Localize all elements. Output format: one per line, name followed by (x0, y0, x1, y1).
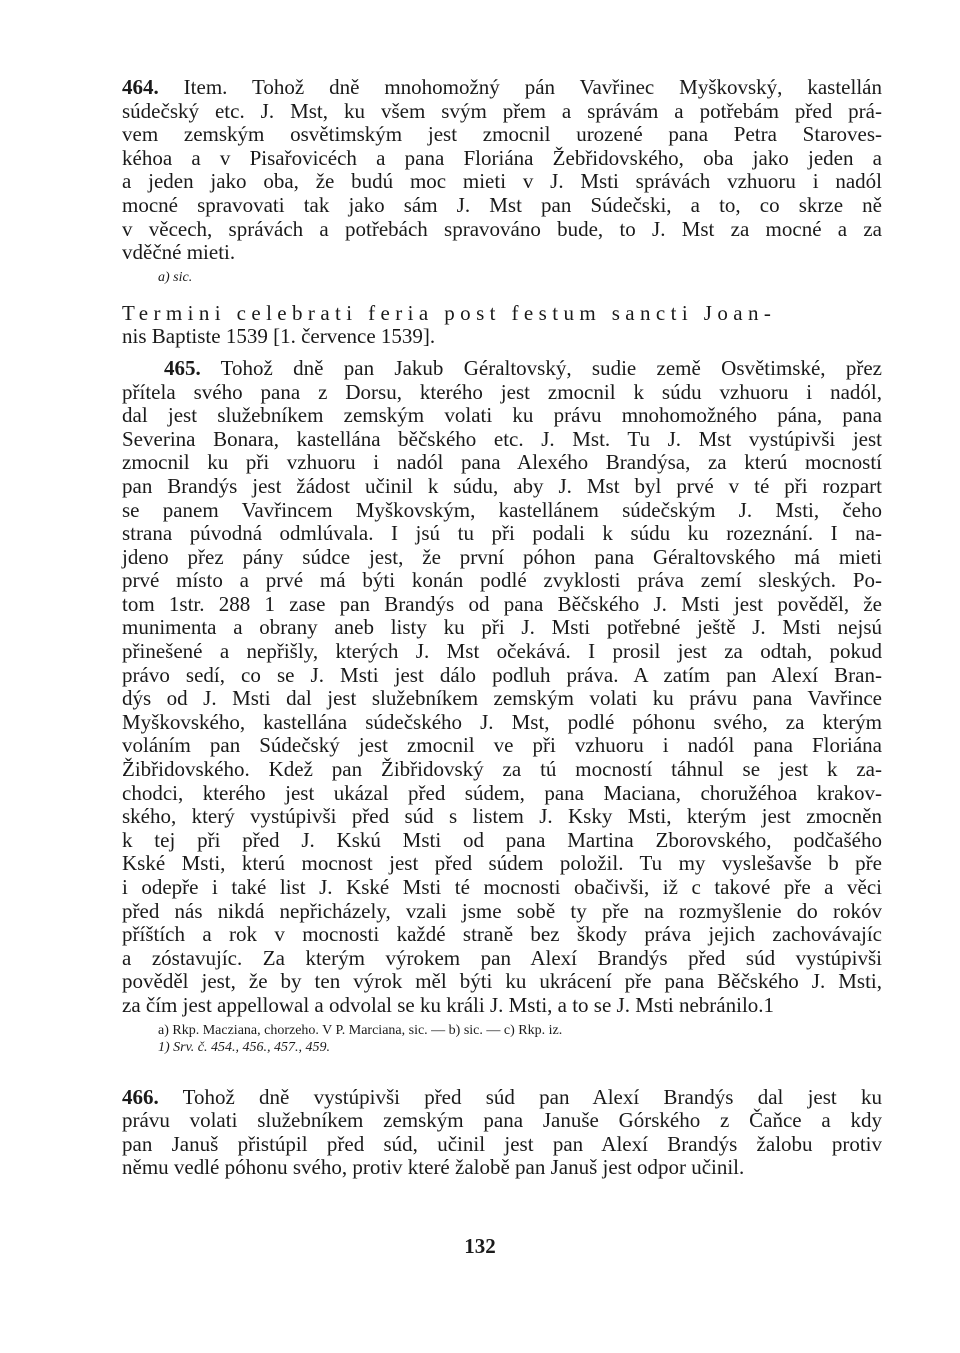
text-line: súdečský etc. J. Mst, ku všem svým přem a správám a potřebám před prá- (122, 98, 882, 123)
text-line: chodci, kterého jest ukázal před súdem, pana Maciana, choružéhoa krakov- (122, 780, 882, 805)
text-line: zmocnil ku při vzhuoru i nadól pana Alexého Brandýsa, za kterú mocností (122, 450, 882, 475)
text-line: Item. Tohož dně mnohomožný pán Vavřinec Myškovský, kastellán (158, 75, 882, 99)
heading-line: Termini celebrati feria post festum sancti Joan- (122, 300, 777, 325)
text-line: Kské Msti, kterú mocnost jest před súdem položil. Tu my vyslešavše b pře (122, 851, 882, 876)
text-line: pověděl jest, že by ten výrok měl býti ku ukrácení pře pana Běčského J. Msti, (122, 969, 882, 994)
text-line: příštích a rok v mocnosti každé straně bez škody práva jejich zachovávajíc (122, 922, 882, 947)
text-line: před nás nikdá nepřicházely, vzali jsme sobě ty pře na rozmyšlenie do rokóv (122, 898, 882, 923)
page-body (122, 76, 882, 1180)
text-line: Tohož dně pan Jakub Géraltovský, sudie země Osvětimské, přez (200, 355, 882, 380)
text-line: dal jest služebníkem zemským volati ku právu mnohomožného pána, pana (122, 403, 882, 428)
footnotes (122, 269, 882, 286)
text-line: strana púvodná odmlúvala. I jsú tu při podali k súdu ku rozeznání. I na- (122, 521, 882, 546)
entry-466 (122, 1086, 882, 1180)
text-line: vděčné mieti. (122, 240, 236, 265)
entry-464 (122, 76, 882, 265)
footnote: a) sic. (158, 269, 193, 285)
text-line: přinešené a nepřišly, kterých J. Mst očekává. I prosil jest za odtah, pokud (122, 639, 882, 664)
footnote: 1) Srv. č. 454., 456., 457., 459. (158, 1039, 330, 1055)
text-line: tom 1str. 288 1 zase pan Brandýs od pana Běčského J. Msti jest pověděl, že (122, 591, 882, 616)
footnote: a) Rkp. Macziana, chorzeho. V P. Marciana, sic. — b) sic. — c) Rkp. iz. (158, 1022, 563, 1038)
text-line: právu volati služebníkem zemským pana Januše Górského z Čaňce a kdy (122, 1108, 882, 1133)
text-line: právo sedí, co se J. Msti jest dálo podluh práva. A zatím pan Alexí Bran- (122, 662, 882, 687)
text-line: němu vedlé póhonu svého, protiv které žalobě pan Januš jest odpor učinil. (122, 1155, 745, 1180)
text-line: k tej při před J. Kskú Msti od pana Martina Zborovského, podčašého (122, 827, 882, 852)
text-line: vem zemským osvětimským jest zmocnil urozené pana Petra Staroves- (122, 122, 882, 147)
text-line: Žibřidovského. Kdež pan Žibřidovský za tú mocností táhnul se jest k za- (122, 757, 882, 782)
entry-number: 465. (164, 355, 201, 380)
text-line: jdeno přez pány súdce jest, že první póhon pana Géraltovského má mieti (122, 544, 882, 569)
text-line: pan Januš přistúpil před súd, učinil jest pan Alexí Brandýs žalobu protiv (122, 1131, 882, 1156)
text-line: kéhoa a v Pisařovicéch a pana Floriána Žebřidovského, oba jako jeden a (122, 145, 882, 170)
section-heading (122, 302, 882, 349)
text-line: a zóstavujíc. Za kterým výrokem pan Alexí Brandýs před súd vystúpivši (122, 945, 882, 970)
text-line: v věcech, správách a potřebách spravováno bude, to J. Mst za mocné a za (122, 216, 882, 241)
text-line: dýs od J. Msti dal jest služebníkem zemským volati ku právu pana Vavřince (122, 686, 882, 711)
entry-number: 466. (122, 1084, 159, 1109)
heading-line: nis Baptiste 1539 [1. července 1539]. (122, 324, 436, 349)
text-line: voláním pan Súdečský jest zmocnil ve při vzhuoru i nadól pana Floriána (122, 733, 882, 758)
text-line: pan Brandýs jest žádost učinil k súdu, aby J. Mst byl prvé v té při rozpart (122, 473, 882, 498)
text-line: munimenta a obrany aneb listy ku při J. Msti potřebné ještě J. Msti nejsú (122, 615, 882, 640)
entry-465 (122, 357, 882, 1018)
footnotes (122, 1022, 882, 1056)
text-line: ského, který vystúpivši před súd s listem J. Ksky Msti, kterým jest zmocněn (122, 804, 882, 829)
text-line: Severina Bonara, kastellána běčského etc. J. Mst. Tu J. Mst vystúpivši jest (122, 426, 882, 451)
text-line: prvé místo a prvé má býti konán podlé zvyklosti práva zemí sleských. Po- (122, 568, 882, 593)
page-number: 132 (464, 1234, 496, 1258)
entry-number: 464. (122, 75, 159, 99)
text-line: přítela svého pana z Dorsu, kterého jest zmocnil k súdu vzhuoru i nadól, (122, 379, 882, 404)
text-line: Myškovského, kastellána súdečského J. Mst, podlé póhonu svého, za kterým (122, 709, 882, 734)
text-line: Tohož dně vystúpivši před súd pan Alexí Brandýs dal jest ku (158, 1084, 882, 1109)
text-line: i odepře i také list J. Kské Msti té mocnosti obačivši, iž c takové pře a věci (122, 875, 882, 899)
text-line: mocné spravovati tak jako sám J. Mst pan Súdečski, a to, co skrze ně (122, 192, 882, 217)
text-line: se panem Vavřincem Myškovským, kastellánem súdečským J. Msti, čeho (122, 497, 882, 522)
text-line: a jeden jako oba, že budú moc mieti v J. Msti správách vzhuoru i nadól (122, 169, 882, 194)
text-line: za čím jest appellowal a odvolal se ku králi J. Msti, a to se J. Msti nebránilo.1 (122, 992, 775, 1017)
